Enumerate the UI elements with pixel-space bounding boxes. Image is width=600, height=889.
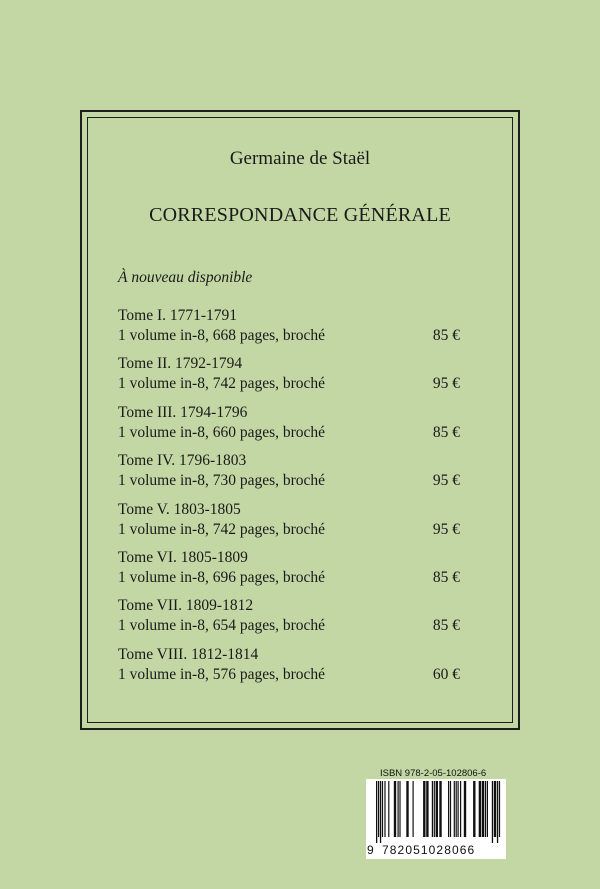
inner-border: [87, 117, 513, 723]
volume-details: 1 volume in-8, 660 pages, broché: [118, 423, 326, 441]
barcode-bar: [454, 781, 455, 837]
barcode-bar: [450, 781, 451, 837]
volume-entry: [118, 645, 460, 693]
barcode-bar: [497, 781, 498, 843]
volume-tome: Tome V. 1803-1805: [118, 500, 241, 518]
barcode-bar: [380, 781, 381, 843]
barcode-bar: [485, 781, 486, 837]
barcode-bar: [439, 781, 441, 837]
volume-tome: Tome IV. 1796-1803: [118, 452, 247, 470]
barcode-bar: [436, 781, 438, 837]
volume-details: 1 volume in-8, 696 pages, broché: [118, 568, 326, 586]
volume-price: 85 €: [432, 568, 460, 586]
volume-price: 85 €: [432, 327, 460, 344]
barcode-bar: [398, 781, 399, 837]
barcode-bar: [494, 781, 496, 837]
barcode-bar: [432, 781, 433, 837]
barcode-bar: [434, 781, 435, 837]
barcode-bar: [378, 781, 379, 837]
barcode-lead-digit: 9: [367, 843, 375, 857]
volume-entry: [118, 354, 460, 402]
volume-tome: Tome II. 1792-1794: [118, 355, 243, 373]
volume-entry: [118, 596, 460, 644]
barcode-bar: [473, 781, 475, 837]
barcode-bar: [426, 781, 428, 837]
volume-details: 1 volume in-8, 742 pages, broché: [118, 520, 326, 538]
volume-tome: Tome I. 1771-1791: [118, 307, 238, 324]
volume-tome: Tome VI. 1805-1809: [118, 548, 248, 566]
barcode-bars: [366, 779, 506, 843]
barcode-bar: [384, 781, 385, 837]
volume-entry: [118, 451, 460, 499]
barcode-bar: [423, 781, 425, 837]
volume-details: 1 volume in-8, 742 pages, broché: [118, 375, 326, 393]
volume-tome: Tome III. 1794-1796: [118, 403, 248, 421]
barcode-bar: [464, 781, 466, 837]
barcode-bar: [399, 781, 400, 837]
availability-note: À nouveau disponible: [118, 269, 253, 286]
barcode: [366, 779, 506, 859]
isbn-label: ISBN 978-2-05-102806-6: [380, 768, 487, 779]
barcode-bar: [487, 781, 488, 837]
barcode-bar: [406, 781, 408, 837]
volume-list: [118, 306, 460, 693]
author-name: Germaine de Staël: [229, 148, 371, 169]
barcode-bar: [456, 781, 457, 837]
barcode-bar: [376, 781, 377, 843]
volume-price: 85 €: [432, 617, 460, 635]
volume-details: 1 volume in-8, 668 pages, broché: [118, 327, 326, 344]
book-title: CORRESPONDANCE GÉNÉRALE: [149, 204, 451, 226]
barcode-bar: [460, 781, 461, 837]
barcode-bar: [482, 781, 484, 837]
volume-entry: [118, 403, 460, 451]
barcode-bar: [448, 781, 449, 837]
barcode-number: 782051028066: [382, 843, 476, 857]
barcode-bar: [492, 781, 493, 843]
volume-entry: [118, 500, 460, 548]
barcode-bar: [479, 781, 481, 837]
volume-details: 1 volume in-8, 654 pages, broché: [118, 617, 326, 635]
barcode-bar: [458, 781, 459, 837]
volume-details: 1 volume in-8, 576 pages, broché: [118, 665, 326, 683]
barcode-bar: [499, 781, 500, 837]
volume-entry: [118, 306, 460, 354]
barcode-bar: [382, 781, 383, 837]
volume-tome: Tome VII. 1809-1812: [118, 597, 254, 615]
barcode-bar: [394, 781, 396, 837]
cover-frame: [80, 110, 520, 730]
volume-price: 85 €: [432, 423, 460, 441]
barcode-bar: [388, 781, 389, 837]
volume-price: 95 €: [432, 375, 460, 393]
volume-entry: [118, 548, 460, 596]
barcode-bar: [413, 781, 414, 837]
volume-price: 95 €: [432, 472, 460, 490]
volume-details: 1 volume in-8, 730 pages, broché: [118, 472, 326, 490]
volume-price: 95 €: [432, 520, 460, 538]
volume-price: 60 €: [432, 665, 460, 683]
volume-tome: Tome VIII. 1812-1814: [118, 645, 259, 663]
